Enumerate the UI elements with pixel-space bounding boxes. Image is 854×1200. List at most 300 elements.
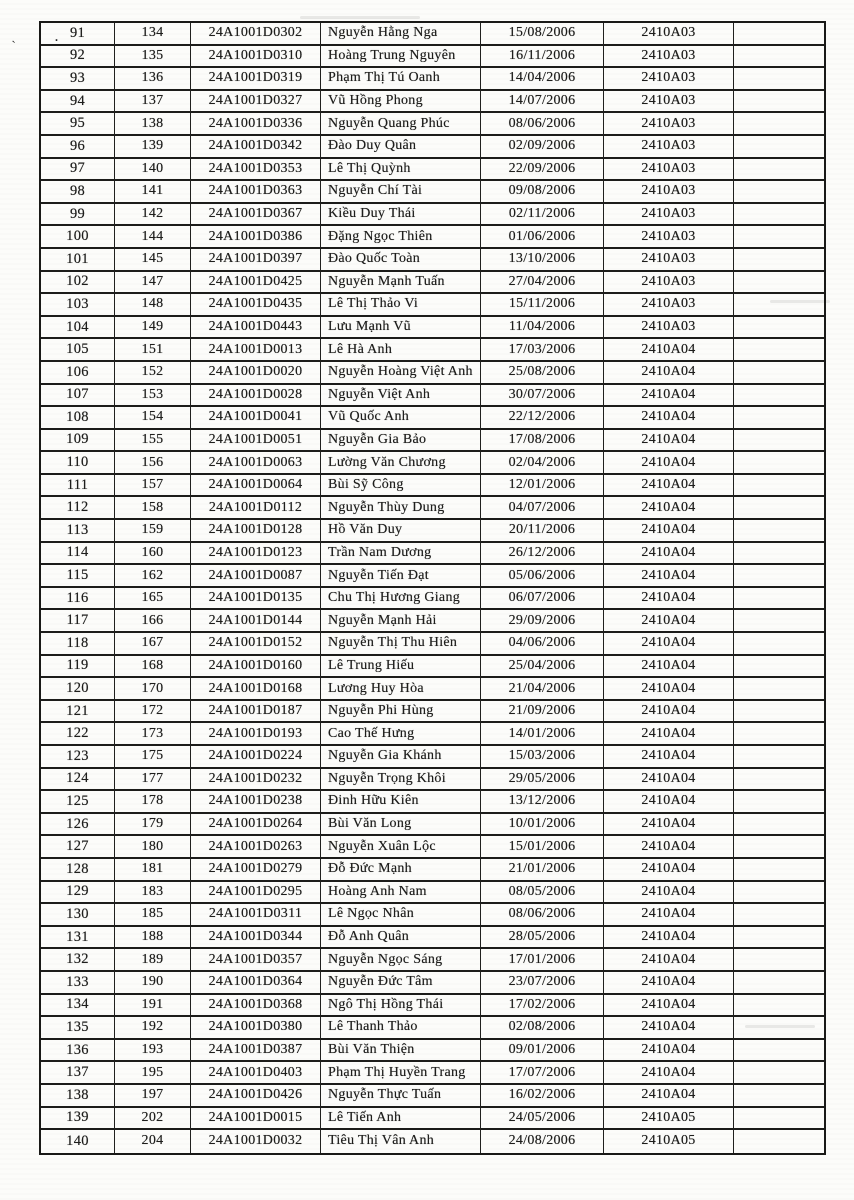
- class-code-cell: 2410A04: [604, 362, 734, 385]
- class-code-cell: 2410A04: [604, 1040, 734, 1063]
- candidate-number-cell: 135: [115, 46, 191, 69]
- birth-date-cell: 14/04/2006: [481, 68, 604, 91]
- candidate-number-cell: 152: [115, 362, 191, 385]
- candidate-number-cell: 138: [115, 113, 191, 136]
- birth-date-cell: 15/11/2006: [481, 294, 604, 317]
- class-code-cell: 2410A03: [604, 91, 734, 114]
- student-id-cell: 24A1001D0123: [191, 543, 321, 566]
- birth-date-cell: 24/08/2006: [481, 1130, 604, 1153]
- candidate-number-cell: 145: [115, 249, 191, 272]
- blank-cell: [734, 497, 824, 520]
- class-code-cell: 2410A03: [604, 272, 734, 295]
- class-code-cell: 2410A04: [604, 746, 734, 769]
- blank-cell: [734, 543, 824, 566]
- row-number-cell: 138: [41, 1085, 115, 1108]
- candidate-number-cell: 173: [115, 723, 191, 746]
- candidate-number-cell: 139: [115, 136, 191, 159]
- blank-cell: [734, 1085, 824, 1108]
- candidate-number-cell: 160: [115, 543, 191, 566]
- birth-date-cell: 28/05/2006: [481, 927, 604, 950]
- row-number-cell: 125: [41, 791, 115, 814]
- row-number-cell: 102: [41, 272, 115, 295]
- student-name-cell: Lường Văn Chương: [321, 452, 481, 475]
- student-id-cell: 24A1001D0144: [191, 610, 321, 633]
- row-number-cell: 140: [41, 1130, 115, 1153]
- birth-date-cell: 05/06/2006: [481, 565, 604, 588]
- candidate-number-cell: 158: [115, 497, 191, 520]
- birth-date-cell: 29/05/2006: [481, 769, 604, 792]
- class-code-cell: 2410A03: [604, 113, 734, 136]
- class-code-cell: 2410A04: [604, 1017, 734, 1040]
- candidate-number-cell: 204: [115, 1130, 191, 1153]
- student-id-cell: 24A1001D0387: [191, 1040, 321, 1063]
- student-name-cell: Đỗ Anh Quân: [321, 927, 481, 950]
- class-code-cell: 2410A04: [604, 972, 734, 995]
- blank-cell: [734, 226, 824, 249]
- class-code-cell: 2410A04: [604, 949, 734, 972]
- class-code-cell: 2410A04: [604, 995, 734, 1018]
- student-name-cell: Nguyễn Gia Bảo: [321, 430, 481, 453]
- row-number-cell: 103: [41, 294, 115, 317]
- birth-date-cell: 25/04/2006: [481, 656, 604, 679]
- birth-date-cell: 17/01/2006: [481, 949, 604, 972]
- student-name-cell: Nguyễn Phi Hùng: [321, 701, 481, 724]
- birth-date-cell: 12/01/2006: [481, 475, 604, 498]
- student-id-cell: 24A1001D0403: [191, 1062, 321, 1085]
- candidate-number-cell: 192: [115, 1017, 191, 1040]
- student-id-cell: 24A1001D0128: [191, 520, 321, 543]
- blank-cell: [734, 385, 824, 408]
- birth-date-cell: 15/03/2006: [481, 746, 604, 769]
- scan-artifact-tick: ‵: [11, 37, 18, 54]
- class-code-cell: 2410A04: [604, 723, 734, 746]
- row-number-cell: 124: [41, 769, 115, 792]
- student-name-cell: Nguyễn Tiến Đạt: [321, 565, 481, 588]
- student-id-cell: 24A1001D0295: [191, 882, 321, 905]
- student-id-cell: 24A1001D0013: [191, 339, 321, 362]
- candidate-number-cell: 134: [115, 23, 191, 46]
- row-number-cell: 95: [41, 113, 115, 136]
- student-id-cell: 24A1001D0063: [191, 452, 321, 475]
- student-name-cell: Nguyễn Mạnh Tuấn: [321, 272, 481, 295]
- birth-date-cell: 29/09/2006: [481, 610, 604, 633]
- row-number-cell: 94: [41, 91, 115, 114]
- row-number-cell: 117: [41, 610, 115, 633]
- student-id-cell: 24A1001D0443: [191, 317, 321, 340]
- student-name-cell: Đinh Hữu Kiên: [321, 791, 481, 814]
- candidate-number-cell: 142: [115, 204, 191, 227]
- blank-cell: [734, 882, 824, 905]
- student-id-cell: 24A1001D0425: [191, 272, 321, 295]
- candidate-number-cell: 136: [115, 68, 191, 91]
- student-id-cell: 24A1001D0368: [191, 995, 321, 1018]
- student-id-cell: 24A1001D0087: [191, 565, 321, 588]
- row-number-cell: 108: [41, 407, 115, 430]
- candidate-number-cell: 183: [115, 882, 191, 905]
- class-code-cell: 2410A03: [604, 204, 734, 227]
- class-code-cell: 2410A04: [604, 791, 734, 814]
- student-id-cell: 24A1001D0353: [191, 159, 321, 182]
- birth-date-cell: 16/11/2006: [481, 46, 604, 69]
- birth-date-cell: 17/08/2006: [481, 430, 604, 453]
- birth-date-cell: 30/07/2006: [481, 385, 604, 408]
- row-number-cell: 127: [41, 836, 115, 859]
- student-name-cell: Lê Thị Quỳnh: [321, 159, 481, 182]
- class-code-cell: 2410A04: [604, 339, 734, 362]
- row-number-cell: 123: [41, 746, 115, 769]
- row-number-cell: 114: [41, 543, 115, 566]
- student-name-cell: Bùi Sỹ Công: [321, 475, 481, 498]
- student-name-cell: Trần Nam Dương: [321, 543, 481, 566]
- class-code-cell: 2410A04: [604, 610, 734, 633]
- student-name-cell: Bùi Văn Thiện: [321, 1040, 481, 1063]
- birth-date-cell: 13/10/2006: [481, 249, 604, 272]
- student-id-cell: 24A1001D0152: [191, 633, 321, 656]
- row-number-cell: 96: [41, 136, 115, 159]
- class-code-cell: 2410A04: [604, 678, 734, 701]
- class-code-cell: 2410A04: [604, 1062, 734, 1085]
- student-id-cell: 24A1001D0160: [191, 656, 321, 679]
- student-id-cell: 24A1001D0112: [191, 497, 321, 520]
- class-code-cell: 2410A03: [604, 23, 734, 46]
- blank-cell: [734, 1062, 824, 1085]
- blank-cell: [734, 949, 824, 972]
- row-number-cell: 110: [41, 452, 115, 475]
- student-id-cell: 24A1001D0135: [191, 588, 321, 611]
- student-id-cell: 24A1001D0357: [191, 949, 321, 972]
- candidate-number-cell: 151: [115, 339, 191, 362]
- student-name-cell: Nguyễn Đức Tâm: [321, 972, 481, 995]
- student-name-cell: Lê Tiến Anh: [321, 1108, 481, 1131]
- candidate-number-cell: 156: [115, 452, 191, 475]
- student-id-cell: 24A1001D0311: [191, 904, 321, 927]
- class-code-cell: 2410A03: [604, 159, 734, 182]
- student-name-cell: Nguyễn Thùy Dung: [321, 497, 481, 520]
- blank-cell: [734, 836, 824, 859]
- student-name-cell: Lương Huy Hòa: [321, 678, 481, 701]
- row-number-cell: 93: [41, 68, 115, 91]
- student-name-cell: Đỗ Đức Mạnh: [321, 859, 481, 882]
- student-id-cell: 24A1001D0051: [191, 430, 321, 453]
- candidate-number-cell: 195: [115, 1062, 191, 1085]
- birth-date-cell: 22/12/2006: [481, 407, 604, 430]
- student-name-cell: Hoàng Trung Nguyên: [321, 46, 481, 69]
- row-number-cell: 91: [41, 23, 115, 46]
- blank-cell: [734, 159, 824, 182]
- birth-date-cell: 16/02/2006: [481, 1085, 604, 1108]
- student-name-cell: Nguyễn Thị Thu Hiên: [321, 633, 481, 656]
- row-number-cell: 101: [41, 249, 115, 272]
- birth-date-cell: 24/05/2006: [481, 1108, 604, 1131]
- candidate-number-cell: 181: [115, 859, 191, 882]
- student-id-cell: 24A1001D0015: [191, 1108, 321, 1131]
- birth-date-cell: 25/08/2006: [481, 362, 604, 385]
- birth-date-cell: 17/07/2006: [481, 1062, 604, 1085]
- birth-date-cell: 08/06/2006: [481, 113, 604, 136]
- student-name-cell: Nguyễn Hoàng Việt Anh: [321, 362, 481, 385]
- class-code-cell: 2410A04: [604, 836, 734, 859]
- blank-cell: [734, 678, 824, 701]
- blank-cell: [734, 1017, 824, 1040]
- class-code-cell: 2410A04: [604, 430, 734, 453]
- student-name-cell: Phạm Thị Huyền Trang: [321, 1062, 481, 1085]
- class-code-cell: 2410A04: [604, 565, 734, 588]
- class-code-cell: 2410A03: [604, 136, 734, 159]
- blank-cell: [734, 746, 824, 769]
- row-number-cell: 99: [41, 204, 115, 227]
- blank-cell: [734, 317, 824, 340]
- student-name-cell: Nguyễn Quang Phúc: [321, 113, 481, 136]
- student-id-cell: 24A1001D0363: [191, 181, 321, 204]
- class-code-cell: 2410A04: [604, 385, 734, 408]
- student-id-cell: 24A1001D0342: [191, 136, 321, 159]
- candidate-number-cell: 191: [115, 995, 191, 1018]
- candidate-number-cell: 170: [115, 678, 191, 701]
- class-code-cell: 2410A04: [604, 859, 734, 882]
- blank-cell: [734, 859, 824, 882]
- class-code-cell: 2410A04: [604, 701, 734, 724]
- class-code-cell: 2410A05: [604, 1130, 734, 1153]
- birth-date-cell: 09/08/2006: [481, 181, 604, 204]
- student-name-cell: Bùi Văn Long: [321, 814, 481, 837]
- student-id-cell: 24A1001D0367: [191, 204, 321, 227]
- class-code-cell: 2410A04: [604, 588, 734, 611]
- blank-cell: [734, 610, 824, 633]
- student-id-cell: 24A1001D0319: [191, 68, 321, 91]
- candidate-number-cell: 202: [115, 1108, 191, 1131]
- row-number-cell: 116: [41, 588, 115, 611]
- birth-date-cell: 23/07/2006: [481, 972, 604, 995]
- blank-cell: [734, 294, 824, 317]
- candidate-number-cell: 162: [115, 565, 191, 588]
- student-name-cell: Vũ Quốc Anh: [321, 407, 481, 430]
- candidate-number-cell: 193: [115, 1040, 191, 1063]
- class-code-cell: 2410A04: [604, 904, 734, 927]
- blank-cell: [734, 407, 824, 430]
- class-code-cell: 2410A04: [604, 927, 734, 950]
- candidate-number-cell: 140: [115, 159, 191, 182]
- class-code-cell: 2410A04: [604, 656, 734, 679]
- birth-date-cell: 21/04/2006: [481, 678, 604, 701]
- blank-cell: [734, 136, 824, 159]
- row-number-cell: 136: [41, 1040, 115, 1063]
- candidate-number-cell: 141: [115, 181, 191, 204]
- class-code-cell: 2410A04: [604, 769, 734, 792]
- class-code-cell: 2410A03: [604, 181, 734, 204]
- row-number-cell: 107: [41, 385, 115, 408]
- candidate-number-cell: 178: [115, 791, 191, 814]
- student-name-cell: Nguyễn Việt Anh: [321, 385, 481, 408]
- scan-smudge: [300, 16, 420, 19]
- birth-date-cell: 17/02/2006: [481, 995, 604, 1018]
- blank-cell: [734, 181, 824, 204]
- row-number-cell: 135: [41, 1017, 115, 1040]
- student-name-cell: Nguyễn Gia Khánh: [321, 746, 481, 769]
- class-code-cell: 2410A04: [604, 633, 734, 656]
- candidate-number-cell: 177: [115, 769, 191, 792]
- class-code-cell: 2410A04: [604, 497, 734, 520]
- student-id-cell: 24A1001D0364: [191, 972, 321, 995]
- student-name-cell: Lê Hà Anh: [321, 339, 481, 362]
- row-number-cell: 106: [41, 362, 115, 385]
- class-code-cell: 2410A05: [604, 1108, 734, 1131]
- student-name-cell: Nguyễn Mạnh Hải: [321, 610, 481, 633]
- birth-date-cell: 08/05/2006: [481, 882, 604, 905]
- student-name-cell: Hồ Văn Duy: [321, 520, 481, 543]
- row-number-cell: 111: [41, 475, 115, 498]
- candidate-number-cell: 168: [115, 656, 191, 679]
- row-number-cell: 97: [41, 159, 115, 182]
- class-code-cell: 2410A03: [604, 294, 734, 317]
- student-name-cell: Đặng Ngọc Thiên: [321, 226, 481, 249]
- blank-cell: [734, 1108, 824, 1131]
- row-number-cell: 134: [41, 995, 115, 1018]
- candidate-number-cell: 190: [115, 972, 191, 995]
- birth-date-cell: 26/12/2006: [481, 543, 604, 566]
- row-number-cell: 132: [41, 949, 115, 972]
- student-id-cell: 24A1001D0238: [191, 791, 321, 814]
- candidate-number-cell: 179: [115, 814, 191, 837]
- row-number-cell: 115: [41, 565, 115, 588]
- candidate-number-cell: 154: [115, 407, 191, 430]
- student-name-cell: Nguyễn Ngọc Sáng: [321, 949, 481, 972]
- row-number-cell: 126: [41, 814, 115, 837]
- birth-date-cell: 04/06/2006: [481, 633, 604, 656]
- row-number-cell: 131: [41, 927, 115, 950]
- blank-cell: [734, 565, 824, 588]
- student-name-cell: Chu Thị Hương Giang: [321, 588, 481, 611]
- blank-cell: [734, 520, 824, 543]
- row-number-cell: 130: [41, 904, 115, 927]
- student-id-cell: 24A1001D0380: [191, 1017, 321, 1040]
- blank-cell: [734, 272, 824, 295]
- student-name-cell: Tiêu Thị Vân Anh: [321, 1130, 481, 1153]
- class-code-cell: 2410A03: [604, 317, 734, 340]
- candidate-number-cell: 137: [115, 91, 191, 114]
- row-number-cell: 128: [41, 859, 115, 882]
- row-number-cell: 118: [41, 633, 115, 656]
- student-id-cell: 24A1001D0032: [191, 1130, 321, 1153]
- student-id-cell: 24A1001D0344: [191, 927, 321, 950]
- candidate-number-cell: 159: [115, 520, 191, 543]
- student-id-cell: 24A1001D0041: [191, 407, 321, 430]
- student-id-cell: 24A1001D0386: [191, 226, 321, 249]
- class-code-cell: 2410A04: [604, 452, 734, 475]
- blank-cell: [734, 339, 824, 362]
- birth-date-cell: 06/07/2006: [481, 588, 604, 611]
- student-name-cell: Kiều Duy Thái: [321, 204, 481, 227]
- blank-cell: [734, 588, 824, 611]
- class-code-cell: 2410A04: [604, 475, 734, 498]
- birth-date-cell: 13/12/2006: [481, 791, 604, 814]
- class-code-cell: 2410A04: [604, 1085, 734, 1108]
- class-code-cell: 2410A03: [604, 68, 734, 91]
- candidate-number-cell: 144: [115, 226, 191, 249]
- student-name-cell: Lê Trung Hiếu: [321, 656, 481, 679]
- row-number-cell: 105: [41, 339, 115, 362]
- class-code-cell: 2410A04: [604, 814, 734, 837]
- birth-date-cell: 21/09/2006: [481, 701, 604, 724]
- student-name-cell: Nguyễn Hằng Nga: [321, 23, 481, 46]
- row-number-cell: 120: [41, 678, 115, 701]
- birth-date-cell: 27/04/2006: [481, 272, 604, 295]
- birth-date-cell: 14/01/2006: [481, 723, 604, 746]
- birth-date-cell: 10/01/2006: [481, 814, 604, 837]
- candidate-number-cell: 175: [115, 746, 191, 769]
- student-id-cell: 24A1001D0232: [191, 769, 321, 792]
- birth-date-cell: 15/08/2006: [481, 23, 604, 46]
- blank-cell: [734, 430, 824, 453]
- blank-cell: [734, 723, 824, 746]
- row-number-cell: 92: [41, 46, 115, 69]
- blank-cell: [734, 1130, 824, 1153]
- row-number-cell: 113: [41, 520, 115, 543]
- student-id-cell: 24A1001D0064: [191, 475, 321, 498]
- birth-date-cell: 15/01/2006: [481, 836, 604, 859]
- blank-cell: [734, 1040, 824, 1063]
- student-roster-table: [39, 21, 826, 1155]
- candidate-number-cell: 165: [115, 588, 191, 611]
- student-id-cell: 24A1001D0426: [191, 1085, 321, 1108]
- student-id-cell: 24A1001D0193: [191, 723, 321, 746]
- student-id-cell: 24A1001D0187: [191, 701, 321, 724]
- row-number-cell: 121: [41, 701, 115, 724]
- candidate-number-cell: 157: [115, 475, 191, 498]
- birth-date-cell: 04/07/2006: [481, 497, 604, 520]
- blank-cell: [734, 113, 824, 136]
- student-id-cell: 24A1001D0302: [191, 23, 321, 46]
- student-name-cell: Đào Duy Quân: [321, 136, 481, 159]
- birth-date-cell: 08/06/2006: [481, 904, 604, 927]
- blank-cell: [734, 927, 824, 950]
- student-name-cell: Phạm Thị Tú Oanh: [321, 68, 481, 91]
- student-id-cell: 24A1001D0397: [191, 249, 321, 272]
- birth-date-cell: 01/06/2006: [481, 226, 604, 249]
- student-id-cell: 24A1001D0263: [191, 836, 321, 859]
- student-id-cell: 24A1001D0435: [191, 294, 321, 317]
- birth-date-cell: 17/03/2006: [481, 339, 604, 362]
- candidate-number-cell: 147: [115, 272, 191, 295]
- student-name-cell: Nguyễn Chí Tài: [321, 181, 481, 204]
- class-code-cell: 2410A03: [604, 46, 734, 69]
- row-number-cell: 133: [41, 972, 115, 995]
- student-id-cell: 24A1001D0327: [191, 91, 321, 114]
- birth-date-cell: 22/09/2006: [481, 159, 604, 182]
- student-name-cell: Vũ Hồng Phong: [321, 91, 481, 114]
- blank-cell: [734, 814, 824, 837]
- student-name-cell: Ngô Thị Hồng Thái: [321, 995, 481, 1018]
- row-number-cell: 112: [41, 497, 115, 520]
- row-number-cell: 139: [41, 1108, 115, 1131]
- candidate-number-cell: 197: [115, 1085, 191, 1108]
- student-name-cell: Nguyễn Trọng Khôi: [321, 769, 481, 792]
- blank-cell: [734, 91, 824, 114]
- birth-date-cell: 02/11/2006: [481, 204, 604, 227]
- blank-cell: [734, 362, 824, 385]
- blank-cell: [734, 972, 824, 995]
- candidate-number-cell: 189: [115, 949, 191, 972]
- blank-cell: [734, 23, 824, 46]
- student-name-cell: Cao Thế Hưng: [321, 723, 481, 746]
- blank-cell: [734, 452, 824, 475]
- candidate-number-cell: 155: [115, 430, 191, 453]
- student-name-cell: Lê Thị Thảo Vi: [321, 294, 481, 317]
- class-code-cell: 2410A04: [604, 543, 734, 566]
- student-id-cell: 24A1001D0224: [191, 746, 321, 769]
- student-id-cell: 24A1001D0279: [191, 859, 321, 882]
- candidate-number-cell: 148: [115, 294, 191, 317]
- class-code-cell: 2410A04: [604, 882, 734, 905]
